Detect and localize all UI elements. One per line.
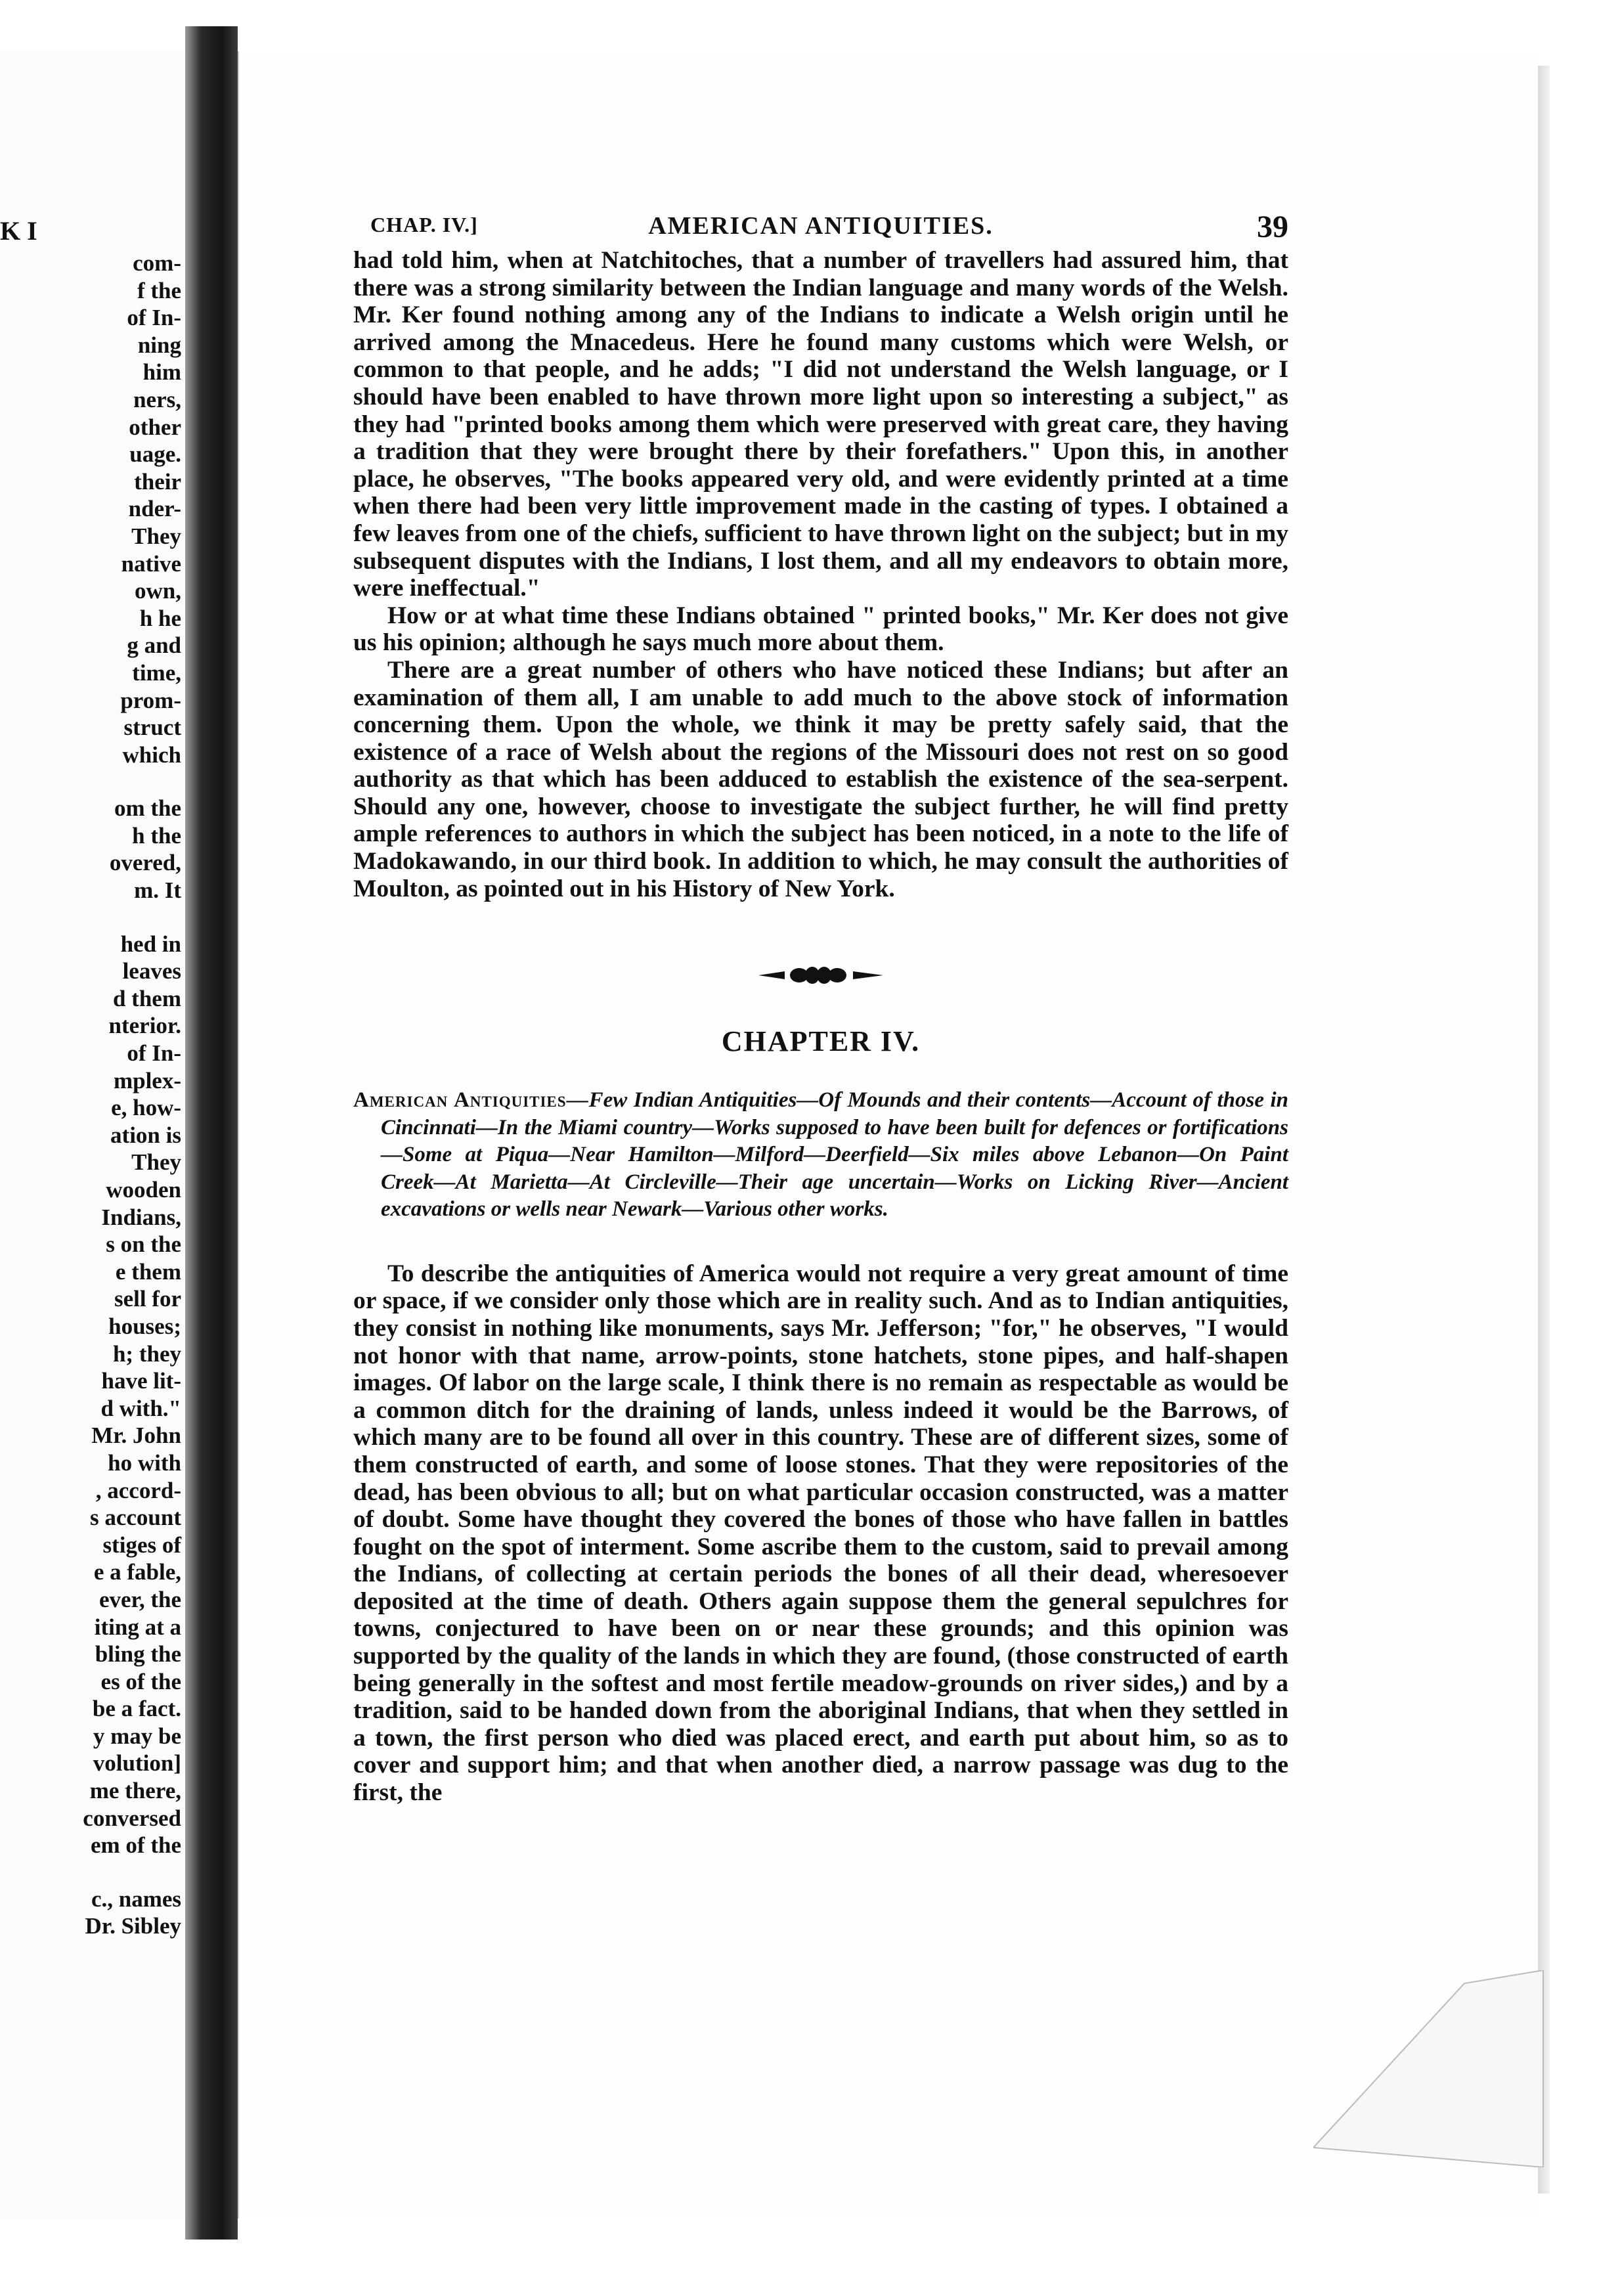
left-page-line: volution] bbox=[93, 1750, 181, 1777]
left-page-header: K I bbox=[0, 216, 37, 246]
left-page-line: h the bbox=[132, 822, 181, 849]
running-head-title: AMERICAN ANTIQUITIES. bbox=[648, 212, 994, 240]
left-page-line: ever, the bbox=[98, 1586, 181, 1612]
summary-lead: American Antiquities— bbox=[353, 1088, 589, 1113]
chapter-body bbox=[353, 1260, 1288, 1807]
left-page-line: e them bbox=[115, 1258, 181, 1285]
left-page-line: own, bbox=[135, 578, 181, 604]
left-page-line: uage. bbox=[129, 441, 181, 468]
left-page-line: of In- bbox=[127, 1040, 181, 1067]
left-page-line: es of the bbox=[100, 1668, 181, 1694]
left-page-line: Dr. Sibley bbox=[85, 1913, 181, 1939]
left-page-fragment bbox=[0, 51, 187, 2219]
left-page-line: their bbox=[134, 468, 181, 495]
left-page-line: me there, bbox=[89, 1778, 181, 1804]
left-page-line: prom- bbox=[120, 687, 181, 713]
paragraph: How or at what time these Indians obtained " printed books," Mr. Ker does not give us his opinion; although he says much more about them. bbox=[353, 602, 1288, 657]
left-page-line: d them bbox=[112, 985, 181, 1011]
left-page-line: m. It bbox=[134, 877, 181, 904]
left-page-line bbox=[83, 768, 181, 795]
left-page-line: s account bbox=[89, 1505, 181, 1531]
chapter-title: CHAPTER IV. bbox=[721, 1025, 921, 1058]
page-edge bbox=[1538, 66, 1550, 2194]
left-page-line: y may be bbox=[93, 1723, 181, 1749]
ornament-icon bbox=[758, 965, 883, 985]
left-page-line: They bbox=[131, 523, 181, 549]
left-page-line: struct bbox=[123, 715, 181, 741]
ornament-divider bbox=[353, 965, 1288, 985]
left-page-line: nterior. bbox=[108, 1013, 181, 1039]
left-page-line: s on the bbox=[106, 1231, 181, 1258]
left-page-line: him bbox=[142, 359, 181, 386]
left-page-line: They bbox=[131, 1149, 181, 1176]
left-page-line: Indians, bbox=[101, 1204, 181, 1230]
left-page-line bbox=[83, 904, 181, 931]
running-head-chapter: CHAP. IV.] bbox=[370, 213, 478, 236]
left-page-line: com- bbox=[133, 250, 181, 276]
page-content bbox=[353, 209, 1288, 1807]
body-text bbox=[353, 247, 1288, 902]
running-head bbox=[353, 209, 1288, 247]
left-page-line bbox=[83, 1859, 181, 1886]
page-fold-corner bbox=[1313, 1970, 1550, 2167]
paragraph: To describe the antiquities of America would not require a very great amount of time or space, if we consider only those which are in reality such. And as to Indian antiquities, they consist in nothing like monuments, says Mr. Jefferson; "for," he observes, "I would not honor with that name, arrow-points, stone hatchets, stone pipes, and half-shapen images. Of labor on the large scale, I think there is no remain as respectable as would be a common ditch for the draining of lands, unless indeed it would be the Barrows, of which many are to be found all over in this country. These are of different sizes, some of them constructed of earth, and some of loose stones. That they were repositories of the dead, has been obvious to all; but on what particular occasion constructed, was a matter of doubt. Some have thought they covered the bones of those who have fallen in battles fought on the spot of interment. Some ascribe them to the custom, said to prevail among the Indians, of collecting at certain periods the bones of all their dead, wheresoever deposited at the time of death. Others again suppose them the general sepulchres for towns, conjectured to have been on or near these grounds; and this opinion was supported by the quality of the lands in which they are found, (those constructed of earth being generally in the softest and most fertile meadow-grounds on river sides,) and by a tradition, said to be handed down from the aboriginal Indians, that when they settled in a town, the first person who died was placed erect, and earth put about him, so as to cover and support him; and that when another died, a narrow passage was dug to the first, the bbox=[353, 1260, 1288, 1807]
left-page-line: time, bbox=[132, 659, 181, 686]
left-page-line: iting at a bbox=[94, 1614, 181, 1640]
left-page-line: overed, bbox=[109, 850, 181, 876]
left-page-line: e, how- bbox=[111, 1095, 181, 1121]
left-page-line: ation is bbox=[110, 1122, 181, 1148]
left-page-line: have lit- bbox=[101, 1368, 181, 1394]
left-page-line: ning bbox=[137, 332, 181, 358]
left-page-line: wooden bbox=[106, 1177, 181, 1203]
left-page-line: Mr. John bbox=[91, 1423, 181, 1449]
left-page-line: leaves bbox=[122, 958, 181, 984]
left-page-line: mplex- bbox=[113, 1067, 181, 1093]
left-page-line: em of the bbox=[90, 1832, 181, 1859]
left-page-line: sell for bbox=[114, 1286, 181, 1312]
left-page-line: e a fable, bbox=[93, 1559, 181, 1585]
left-page-line: hed in bbox=[120, 931, 181, 957]
chapter-summary bbox=[353, 1087, 1288, 1224]
left-page-line: ho with bbox=[108, 1449, 181, 1476]
page-number: 39 bbox=[1257, 210, 1288, 244]
summary-text: Few Indian Antiquities—Of Mounds and their contents—Account of those in Cincinnati—In the Miami country—Works supposed to have been built for defences or fortifications—Some at Piqua—Near Hamilton—Milford—Deerfield—Six miles above Lebanon—On Paint Creek—At Marietta—At Circleville—Their age uncertain—Works on Licking River—Ancient excavations or wells near Newark—Various other works. bbox=[381, 1088, 1288, 1222]
left-page-line: h; they bbox=[112, 1340, 181, 1367]
left-page-line: om the bbox=[114, 795, 181, 822]
left-page-line: g and bbox=[127, 632, 181, 659]
left-page-line: conversed bbox=[83, 1805, 181, 1831]
left-page-line: of In- bbox=[127, 305, 181, 331]
book-gutter bbox=[185, 26, 238, 2240]
left-page-line: h he bbox=[139, 605, 181, 631]
left-page-line: be a fact. bbox=[92, 1696, 181, 1722]
left-page-line: stiges of bbox=[102, 1532, 181, 1558]
left-page-line: d with." bbox=[100, 1395, 181, 1421]
left-page-line: native bbox=[121, 550, 181, 577]
left-page-line: houses; bbox=[108, 1313, 181, 1339]
left-page-line: which bbox=[122, 741, 181, 768]
left-page-line: c., names bbox=[91, 1886, 181, 1912]
left-page-line: other bbox=[129, 414, 181, 440]
paragraph: There are a great number of others who have noticed these Indians; but after an examination of them all, I am unable to add much to the above stock of information concerning them. Upon the whole, we think it may be pretty safely said, that the existence of a race of Welsh about the regions of the Missouri does not rest on so good authority as that which has been adduced to establish the existence of the sea-serpent. Should any one, however, choose to investigate the subject further, he will find pretty ample references to authors in which the subject has been noticed, in a note to the life of Madokawando, in our third book. In addition to which, he may consult the authorities of Moulton, as pointed out in his History of New York. bbox=[353, 656, 1288, 902]
left-page-line: ners, bbox=[133, 386, 181, 412]
left-page-line: nder- bbox=[128, 496, 181, 522]
left-page-line: f the bbox=[137, 277, 181, 303]
paragraph: had told him, when at Natchitoches, that a number of travellers had assured him, that there was a strong similarity between the Indian language and many words of the Welsh. Mr. Ker found nothing among any of the Indians to indicate a Welsh origin until he arrived among the Mnacedeus. Here he found many customs which were Welsh, or common to that people, and he adds; "I did not understand the Welsh language, or I should have been enabled to have thrown more light upon so interesting a subject," as they had "printed books among them which were preserved with great care, they having a tradition that they were brought there by their forefathers." Upon this, in another place, he observes, "The books appeared very old, and were evidently printed at a time when there had been very little improvement made in the casting of types. I obtained a few leaves from one of the chiefs, sufficient to have thrown light on the subject; but in my subsequent disputes with the Indians, I lost them, and all my endeavors to obtain more, were ineffectual." bbox=[353, 247, 1288, 602]
left-page-line: bling the bbox=[95, 1641, 181, 1667]
left-page-lines bbox=[83, 250, 181, 1940]
left-page-line: , accord- bbox=[95, 1477, 181, 1503]
